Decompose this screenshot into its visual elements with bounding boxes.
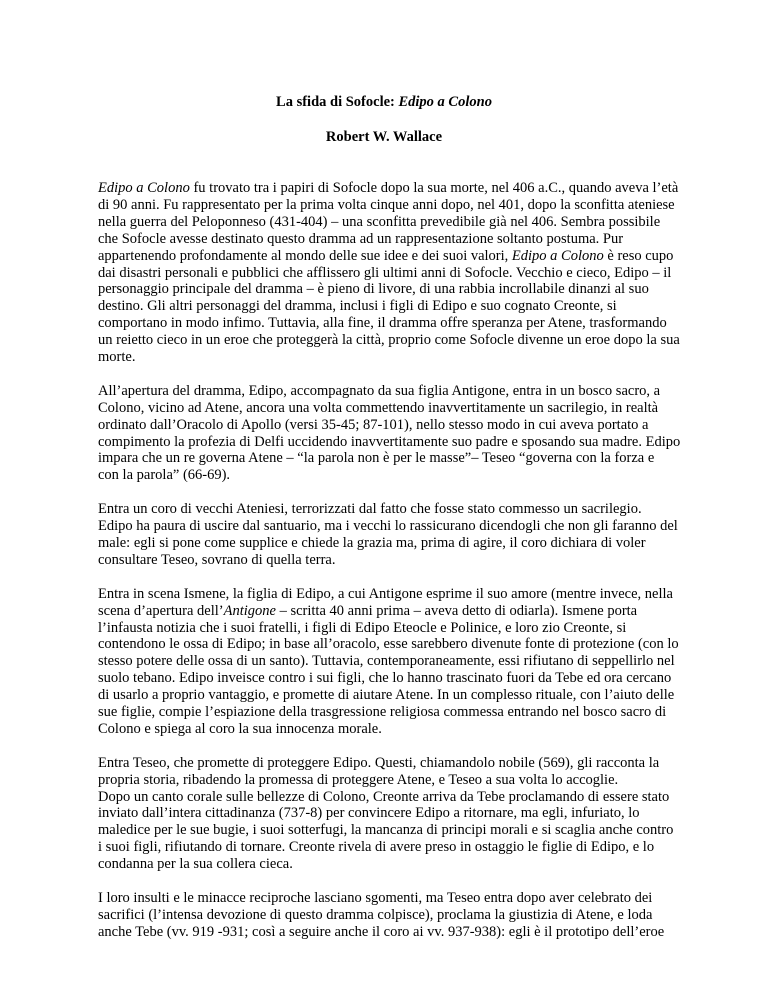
italic-text: Edipo a Colono (511, 247, 604, 264)
text-run: Entra un coro di vecchi Ateniesi, terrorizzati dal fatto che fosse stato commesso un sacrilegio. (98, 501, 642, 518)
text-line (98, 332, 688, 349)
text-line (98, 856, 688, 873)
title-text: La sfida di Sofocle: (276, 94, 399, 110)
paragraph (98, 586, 688, 738)
text-run: comportano in modo infimo. Tuttavia, alla fine, il dramma offre speranza per Atene, trasformando (98, 315, 667, 332)
text-run: I loro insulti e le minacce reciproche lasciano sgomenti, ma Teseo entra dopo aver celebrato dei (98, 889, 653, 906)
text-line (98, 653, 688, 670)
text-run: propria storia, ribadendo la promessa di proteggere Atene, e Teseo a sua volta lo accoglie. (98, 771, 619, 788)
text-run: scena d’apertura dell’ (98, 602, 224, 619)
text-run: consultare Teseo, sovrano di quella terra. (98, 551, 336, 568)
title-work-name: Edipo a Colono (398, 94, 492, 110)
text-line (98, 586, 688, 603)
text-line (98, 518, 688, 535)
text-run: Colono, vicino ad Atene, ancora una volta commettendo inavvertitamente un sacrilegio, in realtà (98, 399, 659, 416)
paragraph (98, 755, 688, 873)
paragraph (98, 180, 688, 366)
text-run: personaggio principale del dramma – è pieno di livore, di una rabbia incrollabile dinanzi al suo (98, 281, 649, 298)
text-run: sacrifici (l’intensa devozione di questo dramma colpisce), proclama la giustizia di Atene, e loda (98, 906, 653, 923)
text-line (98, 552, 688, 569)
text-run: morte. (98, 349, 136, 366)
text-run: è reso cupo (603, 247, 674, 264)
text-run: anche Tebe (vv. 919 -931; così a seguire anche il coro ai vv. 937-938): egli è il prototipo dell’eroe (98, 923, 665, 940)
text-run: l’infausta notizia che i suoi fratelli, i figli di Edipo Eteocle e Polinice, e loro zio Creonte, si (98, 619, 627, 636)
text-run: un reietto cieco in un eroe che proteggerà la città, proprio come Sofocle divenne un eroe dopo la sua (98, 332, 680, 349)
text-run: di usarlo a proprio vantaggio, e promette di aiutare Atene. In un complesso rituale, con l’aiuto delle (98, 687, 675, 704)
text-line (98, 214, 688, 231)
text-line (98, 839, 688, 856)
text-run: che Sofocle avesse destinato questo dramma ad un rappresentazione soltanto postuma. Pur (98, 230, 624, 247)
text-line (98, 265, 688, 282)
italic-text: Edipo a Colono (98, 180, 190, 196)
text-run: dai disastri personali e pubblici che afflissero gli ultimi anni di Sofocle. Vecchio e cieco, Edipo – il (98, 264, 672, 281)
text-run: sue figlie, compie l’espiazione della trasgressione religiosa commessa entrando nel bosco sacro di (98, 704, 667, 721)
text-line (98, 315, 688, 332)
text-run: destino. Gli altri personaggi del dramma, inclusi i figli di Edipo e suo cognato Creonte, si (98, 298, 617, 315)
text-line (98, 721, 688, 738)
paragraph (98, 890, 688, 941)
text-line (98, 501, 688, 518)
text-run: con la parola” (66-69). (98, 467, 231, 484)
text-line (98, 620, 688, 637)
text-run: Edipo ha paura di uscire dal santuario, ma i vecchi lo rassicurano dicendogli che non gli faranno del (98, 518, 678, 535)
text-line (98, 434, 688, 451)
text-line (98, 298, 688, 315)
text-run: impara che un re governa Atene – “la parola non è per le masse”– Teseo “governa con la forza e (98, 450, 655, 467)
text-run: Entra Teseo, che promette di proteggere Edipo. Questi, chiamandolo nobile (569), gli racconta la (98, 754, 660, 771)
text-line (98, 180, 688, 197)
text-run: fu trovato tra i papiri di Sofocle dopo la sua morte, nel 406 a.C., quando aveva l’età (189, 180, 679, 196)
text-run: stesso potere delle ossa di un santo). Tuttavia, contemporaneamente, essi rifiutano di seppellirlo nel (98, 653, 675, 670)
text-run: – scritta 40 anni prima – aveva detto di odiarla). Ismene porta (275, 602, 638, 619)
text-line (98, 450, 688, 467)
text-run: nella guerra del Peloponneso (431-404) – una sconfitta prevedibile già nel 406. Sembra possibile (98, 213, 661, 230)
document-author: Robert W. Wallace (325, 129, 443, 145)
text-run: ordinato dall’Oracolo di Apollo (versi 35-45; 87-101), nello stesso modo in cui aveva portato a (98, 416, 649, 433)
document-title (0, 93, 768, 111)
text-line (98, 467, 688, 484)
text-line (98, 704, 688, 721)
text-line (98, 349, 688, 366)
text-line (98, 772, 688, 789)
text-line (98, 281, 688, 298)
text-line (98, 400, 688, 417)
text-run: maledice per le sue bugie, i suoi sotterfugi, la mancanza di principi morali e si scaglia anche contro (98, 822, 674, 839)
text-run: male: egli si pone come supplice e chiede la grazia ma, prima di agire, il coro dichiara di voler (98, 535, 646, 551)
text-line (98, 890, 688, 907)
text-line (98, 535, 688, 552)
text-run: Colono e spiega al coro la sua innocenza morale. (98, 720, 382, 737)
text-line (98, 687, 688, 704)
text-run: Entra in scena Ismene, la figlia di Edipo, a cui Antigone esprime il suo amore (mentre invece, nella (98, 585, 673, 602)
text-line (98, 924, 688, 941)
text-line (98, 231, 688, 248)
text-line (98, 670, 688, 687)
text-run: condanna per la sua collera cieca. (98, 856, 293, 873)
text-run: appartenendo profondamente al mondo delle sue idee e dei suoi valori, (98, 247, 512, 264)
paragraph (98, 501, 688, 569)
text-run: All’apertura del dramma, Edipo, accompagnato da sua figlia Antigone, entra in un bosco sacro, a (98, 382, 661, 399)
text-line (98, 248, 688, 265)
text-run: suolo tebano. Edipo inveisce contro i sui figli, che lo hanno trascinato fuori da Tebe ed ora cercano (98, 670, 672, 687)
text-line (98, 822, 688, 839)
text-run: i suoi figli, rifiutando di tornare. Creonte rivela di avere preso in ostaggio le figlie di Edipo, e lo (98, 839, 655, 856)
text-run: Dopo un canto corale sulle bellezze di Colono, Creonte arriva da Tebe proclamando di essere stato (98, 788, 670, 805)
text-line (98, 417, 688, 434)
text-line (98, 755, 688, 772)
text-run: contendono le ossa di Edipo; in base all’oracolo, esse sarebbero divenute fonte di protezione (con lo (98, 636, 679, 653)
text-line (98, 603, 688, 620)
text-line (98, 636, 688, 653)
text-run: compimento la profezia di Delfi uccidendo inavvertitamente suo padre e sposando sua madre. Edipo (98, 433, 681, 450)
document-body (98, 180, 688, 958)
text-line (98, 907, 688, 924)
text-line (98, 789, 688, 806)
italic-text: Antigone (223, 602, 276, 619)
text-line (98, 197, 688, 214)
text-run: inviato dall’intera cittadinanza (737-8) per convincere Edipo a ritornare, ma egli, infuriato, lo (98, 805, 640, 822)
text-run: di 90 anni. Fu rappresentato per la prima volta cinque anni dopo, nel 401, dopo la sconfitta ateniese (98, 196, 675, 213)
text-line (98, 805, 688, 822)
paragraph (98, 383, 688, 484)
text-line (98, 383, 688, 400)
